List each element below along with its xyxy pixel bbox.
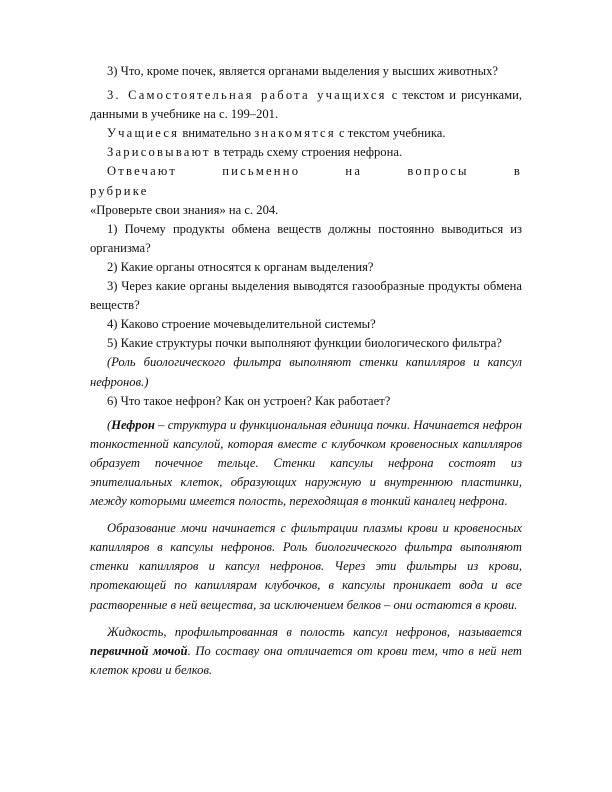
sketch-paragraph [90,143,522,162]
primary-urine-intro: Жидкость, профильтрованная в полость капсул нефронов, называется [107,624,522,639]
list-item-2: 2) Какие органы относятся к органам выделения? [107,259,374,274]
question-6-paragraph: 6) Что такое нефрон? Как он устроен? Как работает? [107,393,391,408]
task-3-paragraph [90,86,522,124]
sketch-rest-text: в тетрадь схему строения нефрона. [210,145,403,160]
nephron-open-paren: ( [107,417,112,432]
urine-formation-paragraph: Образование мочи начинается с фильтрации плазмы крови и кровеносных капилляров в капсулы нефронов. Роль биологического фильтра выполняют стенки капилляров и капсул нефронов. Через эти фильтры из крови, протекающей по капиллярам клубочков, в капсулы проникает вода и все растворенные в ней вещества, за исключением белков – они остаются в крови. [90,521,522,612]
students-rest-text: с текстом учебника. [335,126,446,141]
list-item-3: 3) Через какие органы выделения выводятся газообразные продукты обмена веществ? [90,279,522,313]
list-item-5: 5) Какие структуры почки выполняют функции биологического фильтра? [107,336,502,351]
list-item-4: 4) Каково строение мочевыделительной системы? [107,317,376,332]
task-3-spaced-heading: 3. Самостоятельная работа учащихся [107,88,387,103]
students-spaced-word: Учащиеся [107,126,180,141]
students-paragraph [90,124,522,143]
document-page [90,62,522,680]
list-item-1: 1) Почему продукты обмена веществ должны постоянно выводиться из организма? [90,221,522,255]
question-3-paragraph: 3) Что, кроме почек, является органами выделения у высших животных? [107,64,498,78]
answer-5-italic: (Роль биологического фильтра выполняют стенки капилляров и капсул нефронов.) [90,355,522,389]
students-mid-text: внимательно [179,126,255,141]
nephron-definition-paragraph [90,416,522,511]
primary-urine-rest: . По составу она отличается от крови тем, что в ней нет клеток крови и белков. [90,643,522,677]
answer-rest-paragraph: «Проверьте свои знания» на с. 204. [90,202,279,217]
task-3-text: с текстом и рисунками, данными в учебнике на с. 199–201. [90,88,522,122]
familiar-spaced-word: знакомятся [254,126,336,141]
nephron-term: Нефрон [111,417,155,432]
answer-paragraph [90,162,522,200]
sketch-spaced-word: Зарисовывают [107,145,211,160]
answer-spaced-text: Отвечают письменно на вопросы в рубрике [90,164,522,198]
nephron-definition-text: – структура и функциональная единица почки. Начинается нефрон тонкостенной капсулой, которая вместе с клубочком кровеносных капилляров образует почечное тельце. Стенки капсулы нефрона состоят из эпителиальных клеток, образующих наружную и внутреннюю пластинки, между которыми имеется полость, переходящая в тонкий каналец нефрона. [90,417,522,509]
primary-urine-term: первичной мочой [90,643,188,658]
primary-urine-paragraph [90,623,522,680]
